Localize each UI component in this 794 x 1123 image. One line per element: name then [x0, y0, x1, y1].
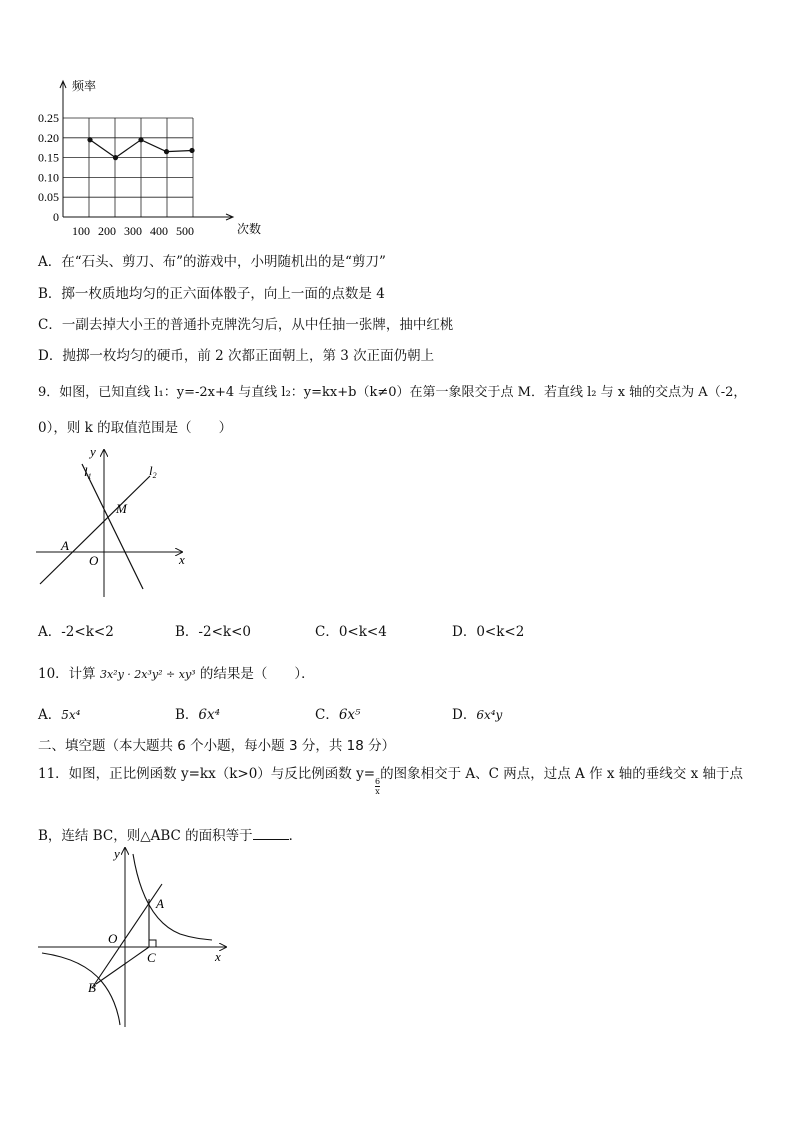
chart-ylabel: 频率	[72, 79, 97, 93]
q9-label-M: M	[116, 501, 127, 516]
q10-option-c: C．6x⁵	[315, 707, 361, 723]
q10-option-d: D．6x⁴y	[452, 707, 503, 723]
y-tick-label: 0	[53, 210, 59, 224]
data-point	[113, 155, 118, 160]
q9-label-O: O	[89, 553, 99, 568]
q10-expression: 3x²y · 2x³y² ÷ xy³	[99, 668, 196, 681]
q11-stem-suffix: 的图象相交于 A、C 两点，过点 A 作 x 轴的垂线交 x 轴于点	[380, 766, 743, 782]
x-tick-label: 400	[150, 224, 168, 238]
hyperbola-branch-1	[133, 854, 212, 940]
q8-option-a: A．在“石头、剪刀、布”的游戏中，小明随机出的是“剪刀”	[38, 254, 386, 270]
chart-grid	[63, 118, 193, 217]
q10-option-b: B．6x⁴	[175, 707, 221, 723]
q11-label-y: y	[114, 846, 120, 861]
segment-BC	[96, 947, 149, 984]
q10-option-a: A．5x⁴	[38, 707, 81, 723]
y-tick-label: 0.05	[38, 190, 59, 205]
q8-option-b: B．掷一枚质地均匀的正六面体骰子，向上一面的点数是 4	[38, 286, 385, 302]
line-through-origin	[92, 884, 162, 988]
data-point	[164, 149, 169, 154]
q11-fraction	[375, 777, 380, 796]
x-tick-label: 300	[124, 224, 142, 238]
data-point	[87, 137, 92, 142]
q11-figure	[30, 842, 235, 1032]
q9-option-c: C．0<k<4	[315, 624, 387, 640]
x-tick-label: 200	[98, 224, 116, 238]
q11-label-x: x	[215, 949, 221, 964]
q9-figure	[30, 442, 195, 602]
line-l1	[82, 464, 143, 589]
q11-frac-num: 6	[375, 777, 381, 786]
section-heading-fill-in: 二、填空题（本大题共 6 个小题，每小题 3 分，共 18 分）	[38, 738, 396, 754]
q11-label-B: B	[88, 980, 96, 995]
q11-stem-line1	[38, 762, 743, 796]
q9-label-y: y	[90, 444, 96, 459]
q9-option-d: D．0<k<2	[452, 624, 525, 640]
q11-label-O: O	[108, 931, 118, 946]
q9-label-l1: $l_1$	[84, 464, 92, 481]
q10-stem-prefix: 10．计算	[38, 666, 96, 682]
q11-label-C: C	[147, 950, 156, 965]
y-tick-label: 0.10	[38, 170, 59, 185]
data-point	[189, 148, 194, 153]
q9-label-A: A	[61, 538, 69, 553]
q9-stem-line1: 9．如图，已知直线 l₁：y=-2x+4 与直线 l₂：y=kx+b（k≠0）在第一象限交于点 M．若直线 l₂ 与 x 轴的交点为 A（-2，	[38, 385, 747, 400]
q11-stem-prefix: 11．如图，正比例函数 y=kx（k>0）与反比例函数 y=	[38, 766, 376, 782]
q11-stem-text: B，连结 BC，则△ABC 的面积等于	[38, 828, 253, 844]
q9-option-a: A．-2<k<2	[38, 624, 114, 640]
q8-option-d: D．抛掷一枚均匀的硬币，前 2 次都正面朝上，第 3 次正面仍朝上	[38, 348, 435, 364]
q11-label-A: A	[156, 896, 164, 911]
q9-stem-line2: 0），则 k 的取值范围是（ ）	[38, 420, 233, 436]
x-tick-label: 500	[176, 224, 194, 238]
q11-frac-den: x	[375, 787, 380, 796]
q8-option-c: C．一副去掉大小王的普通扑克牌洗匀后，从中任抽一张牌，抽中红桃	[38, 317, 454, 333]
y-tick-label: 0.15	[38, 150, 59, 165]
answer-blank[interactable]	[253, 827, 289, 840]
q11-stem-line2: B，连结 BC，则△ABC 的面积等于 ．	[38, 828, 303, 844]
q9-label-x: x	[179, 552, 185, 567]
q10-stem-suffix: 的结果是（ ）．	[199, 666, 315, 682]
right-angle-mark	[149, 940, 156, 947]
x-tick-label: 100	[72, 224, 90, 238]
q10-stem	[38, 662, 315, 682]
data-point	[138, 137, 143, 142]
chart-xlabel: 次数	[237, 222, 262, 236]
frequency-chart	[30, 76, 270, 238]
q9-option-b: B．-2<k<0	[175, 624, 251, 640]
y-tick-label: 0.25	[38, 111, 59, 125]
chart-axes	[38, 81, 233, 238]
q9-label-l2: $l_2$	[149, 463, 157, 480]
y-tick-label: 0.20	[38, 130, 59, 145]
